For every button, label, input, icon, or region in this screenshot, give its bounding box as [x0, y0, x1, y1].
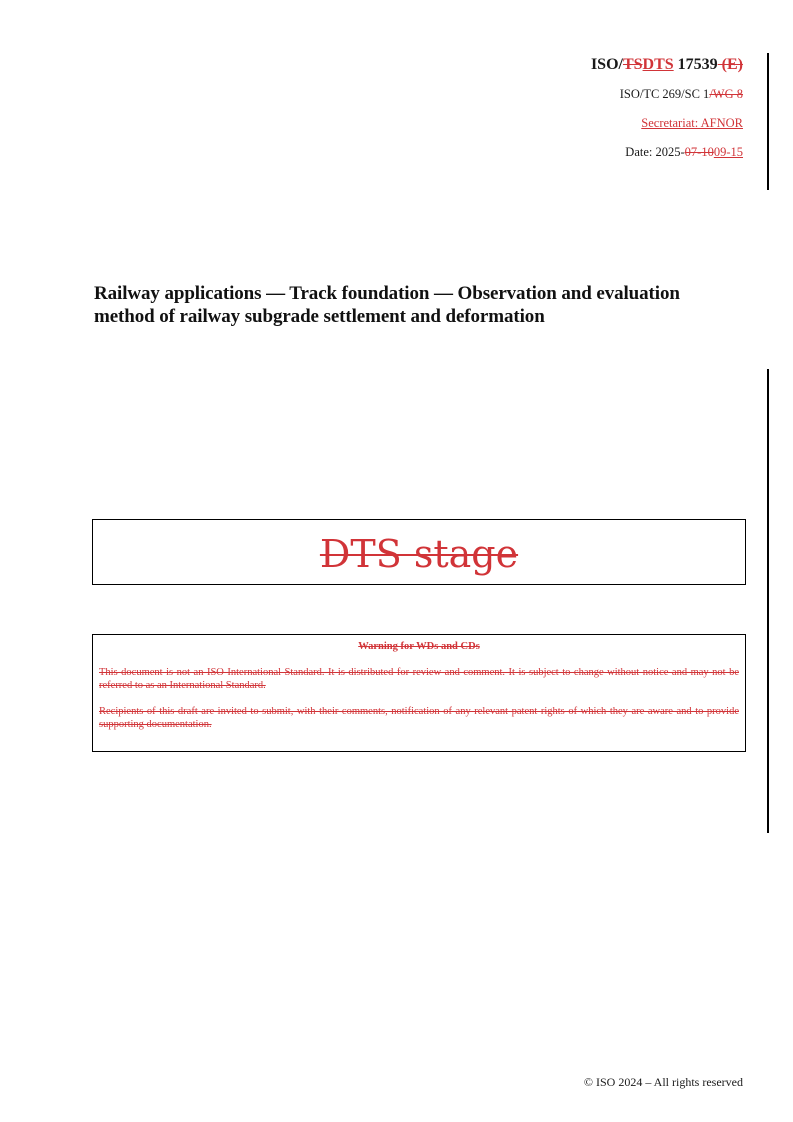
date-line — [591, 144, 743, 160]
document-title: Railway applications — Track foundation — Observation and evaluation method of railway subgrade settlement and deformation — [94, 283, 680, 327]
change-bar-body — [767, 369, 769, 833]
doc-ref-prefix: ISO/ — [590, 56, 623, 73]
secretariat-line — [591, 115, 743, 131]
inserted-doc-type: DTS — [642, 56, 674, 73]
deleted-doc-type: TS — [622, 56, 643, 73]
document-reference — [591, 54, 743, 76]
inserted-date: 09-15 — [713, 145, 743, 159]
doc-number: 17539 — [673, 56, 718, 73]
change-bar-header — [767, 53, 769, 190]
date-label: Date: 2025- — [625, 145, 685, 159]
warning-box — [92, 634, 746, 752]
document-header — [591, 54, 743, 173]
warning-paragraph-1: This document is not an ISO International Standard. It is distributed for review and comment. It is subject to change without notice and may not be referred to as an International Standard. — [99, 667, 739, 691]
stage-label: DTS stage — [319, 532, 519, 576]
warning-title: Warning for WDs and CDs — [358, 641, 480, 652]
deleted-language-suffix: (E) — [717, 56, 743, 73]
deleted-date: 07-10 — [684, 145, 714, 159]
deleted-working-group: /WG 8 — [709, 87, 743, 101]
stage-box — [92, 519, 746, 585]
warning-paragraph-2: Recipients of this draft are invited to submit, with their comments, notification of any relevant patent rights of which they are aware and to provide supporting documentation. — [99, 706, 739, 730]
copyright-footer: © ISO 2024 – All rights reserved — [583, 1075, 743, 1089]
secretariat-text: Secretariat: AFNOR — [641, 116, 743, 130]
committee-line — [591, 86, 743, 102]
committee-text: ISO/TC 269/SC 1 — [619, 87, 710, 101]
